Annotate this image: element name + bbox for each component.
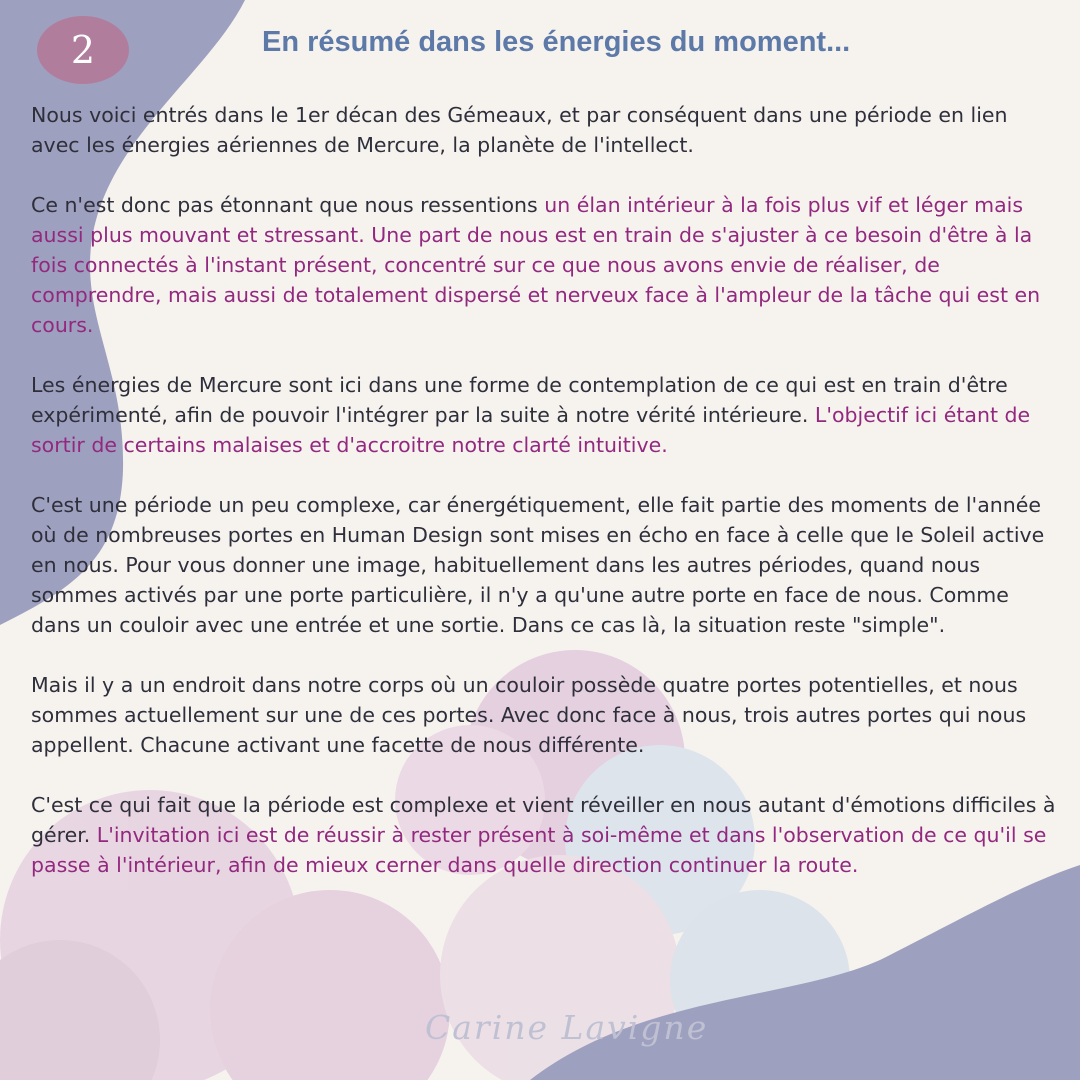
paragraph-5-text: Mais il y a un endroit dans notre corps où un couloir possède quatre portes potentielles, et nous sommes actuellement sur une de ces portes. Avec donc face à nous, trois autres portes qui nous appellent. Chacune activant une facette de nous différente.: [31, 673, 1027, 757]
article-body: [31, 100, 1056, 910]
paragraph-1: [31, 100, 1056, 160]
paragraph-5: [31, 670, 1056, 760]
paragraph-4-text: C'est une période un peu complexe, car énergétiquement, elle fait partie des moments de l'année où de nombreuses portes en Human Design sont mises en écho en face à celle que le Soleil active en nous. Pour vous donner une image, habituellement dans les autres périodes, quand nous sommes activés par une porte particulière, il n'y a qu'une autre porte en face de nous. Comme dans un couloir avec une entrée et une sortie. Dans ce cas là, la situation reste "simple".: [31, 493, 1045, 637]
paragraph-3-highlight: L'objectif ici étant de sortir de certains malaises et d'accroitre notre clarté intuitive.: [31, 403, 1031, 457]
author-signature: Carine Lavigne: [425, 1008, 709, 1047]
paragraph-2: [31, 190, 1056, 340]
paragraph-3-text: Les énergies de Mercure sont ici dans une forme de contemplation de ce qui est en train d'être expérimenté, afin de pouvoir l'intégrer par la suite à notre vérité intérieure.: [31, 373, 1008, 427]
paragraph-1-text: Nous voici entrés dans le 1er décan des Gémeaux, et par conséquent dans une période en lien avec les énergies aériennes de Mercure, la planète de l'intellect.: [31, 103, 1008, 157]
paragraph-2-highlight: un élan intérieur à la fois plus vif et léger mais aussi plus mouvant et stressant. Une part de nous est en train de s'ajuster à ce besoin d'être à la fois connectés à l'instant présent, concentré sur ce que nous avons envie de réaliser, de comprendre, mais aussi de totalement dispersé et nerveux face à l'ampleur de la tâche qui est en cours.: [31, 193, 1041, 337]
paragraph-6-text: C'est ce qui fait que la période est complexe et vient réveiller en nous autant d'émotions difficiles à gérer.: [31, 793, 1056, 847]
step-number-badge: [37, 16, 129, 84]
page-title: En résumé dans les énergies du moment...: [262, 26, 851, 58]
paragraph-2-text: Ce n'est donc pas étonnant que nous ressentions: [31, 193, 545, 217]
paragraph-3: [31, 370, 1056, 460]
paragraph-6: [31, 790, 1056, 880]
step-number: 2: [70, 28, 96, 72]
paragraph-6-highlight: L'invitation ici est de réussir à rester présent à soi-même et dans l'observation de ce qu'il se passe à l'intérieur, afin de mieux cerner dans quelle direction continuer la route.: [31, 823, 1047, 877]
paragraph-4: [31, 490, 1056, 640]
